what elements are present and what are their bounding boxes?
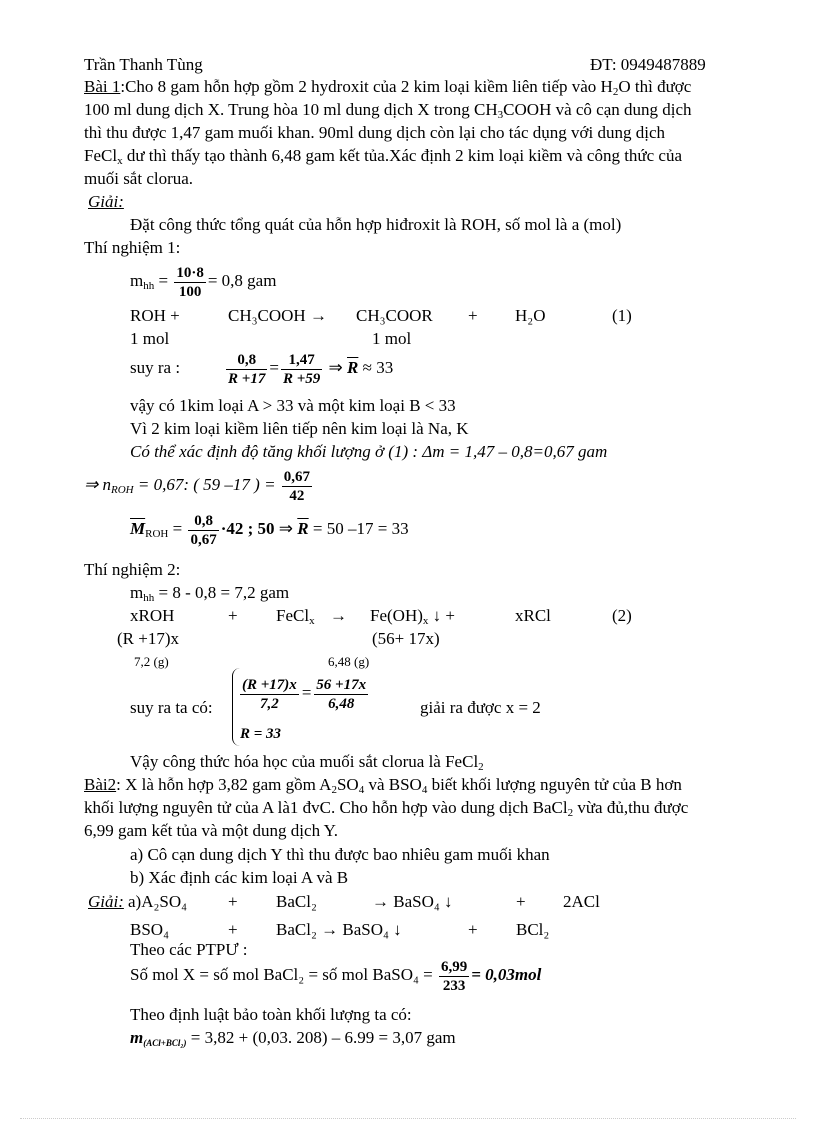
bai1-giai-label: Giải: (88, 192, 124, 211)
frac1-num: 0,8 (226, 351, 267, 370)
eq1-ester: CH₃COOR (356, 306, 433, 325)
phone-number: ĐT: 0949487889 (590, 55, 706, 74)
bai2-text1d: biết khối lượng nguyên tử của B hơn (427, 775, 682, 794)
M-label: $\overline{M}$ (130, 519, 146, 538)
M-result: ·42 ; 50 (220, 519, 275, 538)
bai2-sm-den: 233 (442, 977, 466, 994)
bai1-line3: thì thu được 1,47 gam muối khan. 90ml dung dịch còn lại cho tác dụng với dung dịch (84, 123, 666, 142)
frac-1 (226, 351, 267, 388)
M-row: $\overline{M}_{ROH}$ = $\frac{0,8}{0,67}$ ·42 ; 50 ⇒ $\overline{R} = 50$ –17 = 33 (130, 512, 409, 548)
nroh-label: ⇒ n (84, 475, 111, 494)
mhh-formula: $m_{hh}$ = $\frac{10\cdot 8}{100}$ = 0,8 gam (130, 264, 277, 300)
nroh-row: ⇒ $n_{ROH} = 0,67$: ( 59 –17 ) = $\frac{0,67}{42}$ (84, 468, 311, 504)
eq2-fecl: FeCl$_x$ (276, 606, 315, 627)
r56x-label: (56+ 17x) (372, 629, 440, 648)
bai1-vi2: Vì 2 kim loại kiềm liên tiếp nên kim loại là Na, K (130, 419, 469, 438)
bai1-line4: FeCl$_x$ dư thì thấy tạo thành 6,48 gam kết tủa.Xác định 2 kim loại kiềm và công thức của (84, 146, 683, 167)
bai2-eq1-f: 2ACl (563, 892, 600, 911)
sys-frac1 (240, 676, 299, 713)
bai1-line1: Bài 1:Cho 8 gam hỗn hợp gồm 2 hydroxit của 2 kim loại kiềm liên tiếp vào $H_2O$ thì được (84, 77, 692, 98)
suyra-row: suy ra : $\frac{0,8}{R +17}$ = $\frac{1,47}{R +59}$ ⇒ $\overline{R} \approx 33$ (130, 351, 394, 387)
R-result: = 50 –17 = 33 (312, 519, 409, 538)
bai1-line5: muối sắt clorua. (84, 169, 194, 188)
bai2-eq1-b: + (228, 892, 238, 911)
bai1-text2b: COOH và cô cạn dung dịch (503, 100, 692, 119)
mhh-den: 100 (178, 283, 202, 300)
bai2-text2b: vừa đủ,thu được (573, 798, 689, 817)
r17x-text: (R +17)x (117, 629, 179, 648)
bai1-line2: 100 ml dung dịch X. Trung hòa 10 ml dung dịch X trong $CH_3COOH$ và cô cạn dung dịch (84, 100, 692, 121)
bai2-eq2-a: BSO₄ (130, 920, 169, 939)
frac1-den: R +17 (228, 370, 266, 387)
frac2-den: R +59 (282, 370, 321, 387)
mhh-result: = 0,8 gam (207, 271, 277, 290)
author-name: Trần Thanh Tùng (84, 55, 203, 74)
bai1-vay1: vậy có 1kim loại A > 33 và một kim loại B < 33 (130, 396, 456, 415)
mhh-fraction (174, 264, 206, 301)
bai2-qa: a) Cô cạn dung dịch Y thì thu được bao nhiêu gam muối khan (130, 845, 550, 864)
bai2-somol-row (130, 956, 541, 995)
bai2-text2: khối lượng nguyên tử của A là1 đvC. Cho hỗn hợp vào dung dịch BaCl (84, 798, 568, 817)
bai2-eq2-e: BCl₂ (516, 920, 550, 939)
system-r33: R = 33 (240, 726, 282, 742)
r17x-label (117, 629, 179, 649)
bai1-text1: :Cho 8 gam hỗn hợp gồm 2 hydroxit của 2 kim loại kiềm liên tiếp vào H (120, 77, 613, 96)
mhh-num: 10·8 (176, 264, 204, 281)
bai2-giai-label: Giải: (88, 892, 124, 911)
nroh-den: 42 (289, 487, 305, 504)
M-fraction (188, 512, 218, 549)
bai2-m-sub: (ACl+BCl₂) (143, 1038, 187, 1048)
sys-num1: (R +17)x (242, 676, 297, 693)
eq2-plus: + (228, 606, 238, 625)
vay-ct-text: Vậy công thức hóa học của muối sắt clorua là FeCl (130, 752, 479, 771)
eq2-reactant: xROH (130, 606, 175, 625)
bai2-text1: : X là hỗn hợp 3,82 gam gồm A (116, 775, 332, 794)
eq1-reactant: ROH + (130, 306, 180, 325)
suyra-label: suy ra : (130, 358, 181, 377)
page-bottom-rule (20, 1118, 796, 1119)
bai1-tn2: Thí nghiệm 2: (84, 560, 181, 579)
bai1-text4b: dư thì thấy tạo thành 6,48 gam kết tủa.Xác định 2 kim loại kiềm và công thức của (122, 146, 683, 165)
bai2-eq1-d: → BaSO₄ ↓ (372, 892, 453, 911)
bai2-line3: 6,99 gam kết tủa và một dung dịch Y. (84, 821, 339, 840)
bai1-label: Bài 1 (84, 77, 121, 96)
eq2-feoh-text: Fe(OH) (370, 606, 423, 625)
bai1-dat: Đặt công thức tổng quát của hỗn hợp hiđroxit là ROH, số mol là a (mol) (130, 215, 622, 234)
vay-ct: Vậy công thức hóa học của muối sắt clorua là FeCl$_2$ (130, 752, 484, 773)
mhh2-result: = 8 - 0,8 = 7,2 gam (158, 583, 290, 602)
bai2-eq1-c: BaCl₂ (276, 892, 317, 911)
frac2-num: 1,47 (281, 351, 322, 370)
bai1-text2: 100 ml dung dịch X. Trung hòa 10 ml dung dịch X trong CH (84, 100, 498, 119)
bai2-sm-result: = 0,03mol (471, 965, 542, 984)
M-den: 0,67 (190, 531, 217, 548)
bai1-text4a: FeCl (84, 146, 118, 165)
sys-frac2 (314, 676, 368, 713)
eq2-arrow: → (330, 606, 347, 625)
sys-den1: 7,2 (260, 695, 279, 712)
bai2-qb: b) Xác định các kim loại A và B (130, 868, 349, 887)
bai2-theodl: Theo định luật bảo toàn khối lượng ta có: (130, 1005, 412, 1024)
bai2-theo: Theo các PTPƯ : (130, 940, 248, 959)
bai2-text1b: SO (336, 775, 359, 794)
mass-72: 7,2 (g) (134, 654, 169, 669)
bai2-somol-fraction (439, 958, 469, 995)
M-sub: ROH (145, 528, 169, 540)
frac-2 (281, 351, 322, 388)
bai2-eq2-c: BaCl₂ → BaSO₄ ↓ (276, 920, 402, 939)
mass-648: 6,48 (g) (328, 654, 370, 669)
bai2-label: Bài2 (84, 775, 117, 794)
giai-ra: giải ra được x = 2 (420, 698, 541, 717)
sys-num2: 56 +17x (316, 676, 367, 693)
bai2-eq1-e: + (516, 892, 526, 911)
mol-b: 1 mol (372, 329, 412, 348)
eq1-acid: CH₃COOH → (228, 306, 327, 325)
bai1-tn1: Thí nghiệm 1: (84, 238, 181, 257)
system-eq1: $\frac{(R +17)x}{7,2}$ = $\frac{56 +17x}{6,48}$ (242, 676, 367, 712)
bai2-text1c: và BSO (364, 775, 422, 794)
bai2-eq2-d: + (468, 920, 478, 939)
bai1-cothe: Có thể xác định độ tăng khối lượng ở (1) : Δm = 1,47 – 0,8=0,67 gam (130, 442, 608, 461)
bai2-mass-row (130, 1028, 456, 1048)
sys-den2: 6,48 (328, 695, 355, 712)
bai2-m-label: m (130, 1028, 144, 1047)
eq1-number: (1) (612, 306, 632, 325)
approx-value: ≈ 33 (362, 358, 394, 377)
bai2-m-result: = 3,82 + (0,03. 208) – 6.99 = 3,07 gam (186, 1028, 456, 1047)
bai1-text1b: O thì được (618, 77, 692, 96)
bai2-somol-text: Số mol X = số mol BaCl₂ = số mol BaSO₄ = (130, 965, 433, 984)
nroh-expr: = 0,67: ( 59 –17 ) = (133, 475, 276, 494)
nroh-num: 0,67 (283, 468, 311, 485)
bai2-line2: khối lượng nguyên tử của A là1 đvC. Cho hỗn hợp vào dung dịch BaCl$_2$ vừa đủ,thu được (84, 798, 689, 819)
mol-a: 1 mol (130, 329, 170, 348)
nroh-fraction (282, 468, 312, 505)
eq2-precip: ↓ + (432, 606, 455, 625)
mhh2-formula: $m_{hh} = 8 - 0,8 = 7,2$ gam (130, 583, 290, 604)
eq2-rcl: xRCl (515, 606, 551, 625)
eq1-plus: + (468, 306, 478, 325)
bai2-eq1-a: a)A₂SO₄ (128, 892, 188, 911)
eq1-water: H₂O (515, 306, 546, 325)
bai2-line1: Bài2: X là hỗn hợp 3,82 gam gồm $A_2SO_4$ và $BSO_4$ biết khối lượng nguyên tử của B hơn (84, 775, 682, 796)
eq2-number: (2) (612, 606, 632, 625)
bai2-eq2-b: + (228, 920, 238, 939)
eq2-fecl-text: FeCl (276, 606, 310, 625)
suyraco-label: suy ra ta có: (130, 698, 213, 717)
eq2-feoh: $Fe(OH)_x$ ↓ + (370, 606, 455, 627)
M-num: 0,8 (188, 512, 218, 531)
bai2-sm-num: 6,99 (440, 958, 468, 975)
